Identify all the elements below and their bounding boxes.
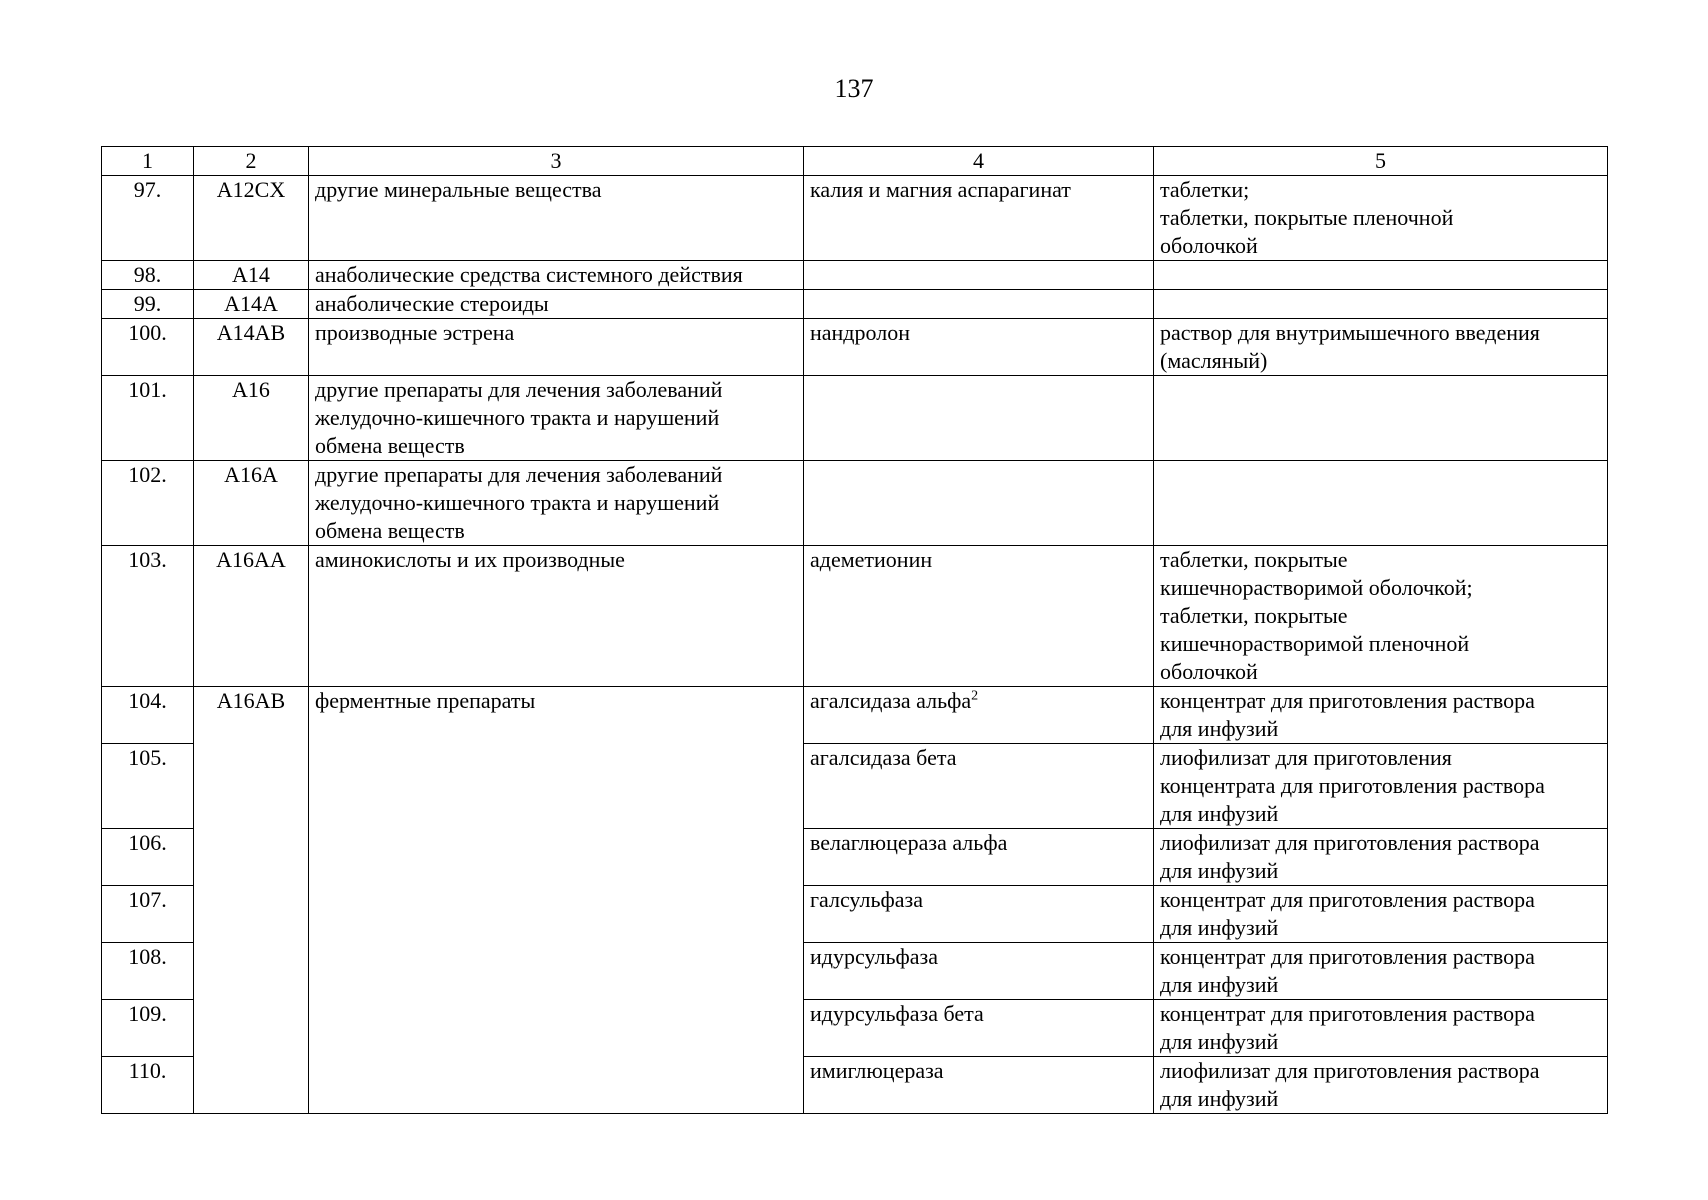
drug-name [804, 461, 1154, 546]
dosage-form-line: лиофилизат для приготовления [1160, 745, 1452, 770]
row-number: 108. [102, 943, 194, 1000]
dosage-forms [1154, 943, 1608, 1000]
medicines-table [101, 146, 1608, 1114]
atc-code: A16 [194, 376, 309, 461]
header-col-3: 3 [309, 147, 804, 176]
atc-group: ферментные препараты [309, 687, 804, 1114]
drug-name: адеметионин [804, 546, 1154, 687]
header-col-5: 5 [1154, 147, 1608, 176]
drug-name [804, 687, 1154, 744]
atc-code: A16AA [194, 546, 309, 687]
row-number: 97. [102, 176, 194, 261]
table-row [102, 261, 1608, 290]
atc-group-line: желудочно-кишечного тракта и нарушений [315, 405, 720, 430]
dosage-form-line: таблетки, покрытые пленочной [1160, 205, 1454, 230]
header-row [102, 147, 1608, 176]
atc-code: A16A [194, 461, 309, 546]
dosage-forms [1154, 319, 1608, 376]
row-number: 100. [102, 319, 194, 376]
dosage-forms [1154, 461, 1608, 546]
dosage-form-line: оболочкой [1160, 233, 1258, 258]
dosage-forms [1154, 290, 1608, 319]
table-row [102, 687, 1608, 744]
atc-group-line: другие препараты для лечения заболеваний [315, 377, 723, 402]
dosage-forms [1154, 1057, 1608, 1114]
row-number: 101. [102, 376, 194, 461]
dosage-forms [1154, 376, 1608, 461]
dosage-forms [1154, 261, 1608, 290]
dosage-form-line: таблетки; [1160, 177, 1250, 202]
atc-code: A14 [194, 261, 309, 290]
row-number: 103. [102, 546, 194, 687]
atc-group: производные эстрена [309, 319, 804, 376]
drug-name: идурсульфаза бета [804, 1000, 1154, 1057]
atc-group-line: обмена веществ [315, 518, 465, 543]
atc-group: другие минеральные вещества [309, 176, 804, 261]
drug-name [804, 376, 1154, 461]
dosage-forms [1154, 829, 1608, 886]
drug-name: имиглюцераза [804, 1057, 1154, 1114]
dosage-form-line: (масляный) [1160, 348, 1268, 373]
drug-name-text: агалсидаза альфа [810, 688, 972, 713]
header-col-1: 1 [102, 147, 194, 176]
dosage-form-line: концентрата для приготовления раствора [1160, 773, 1545, 798]
dosage-form-line: для инфузий [1160, 801, 1279, 826]
atc-code: A14A [194, 290, 309, 319]
row-number: 105. [102, 744, 194, 829]
atc-group: аминокислоты и их производные [309, 546, 804, 687]
dosage-forms [1154, 176, 1608, 261]
dosage-form-line: оболочкой [1160, 659, 1258, 684]
dosage-forms [1154, 687, 1608, 744]
atc-code: A16AB [194, 687, 309, 1114]
table-row [102, 376, 1608, 461]
atc-group: анаболические стероиды [309, 290, 804, 319]
dosage-form-line: кишечнорастворимой оболочкой; [1160, 575, 1473, 600]
row-number: 98. [102, 261, 194, 290]
table-row [102, 461, 1608, 546]
drug-name [804, 290, 1154, 319]
table-row [102, 290, 1608, 319]
drug-name: велаглюцераза альфа [804, 829, 1154, 886]
page-number: 137 [834, 74, 874, 103]
drug-name: калия и магния аспарагинат [804, 176, 1154, 261]
header-col-2: 2 [194, 147, 309, 176]
row-number: 104. [102, 687, 194, 744]
row-number: 99. [102, 290, 194, 319]
dosage-form-line: концентрат для приготовления раствора [1160, 1001, 1535, 1026]
atc-group-line: обмена веществ [315, 433, 465, 458]
dosage-forms [1154, 546, 1608, 687]
row-number: 107. [102, 886, 194, 943]
dosage-forms [1154, 1000, 1608, 1057]
drug-name: галсульфаза [804, 886, 1154, 943]
row-number: 102. [102, 461, 194, 546]
atc-group [309, 461, 804, 546]
dosage-form-line: раствор для внутримышечного введения [1160, 320, 1540, 345]
table-row [102, 546, 1608, 687]
dosage-form-line: для инфузий [1160, 1029, 1279, 1054]
row-number: 106. [102, 829, 194, 886]
dosage-form-line: концентрат для приготовления раствора [1160, 944, 1535, 969]
atc-group-line: желудочно-кишечного тракта и нарушений [315, 490, 720, 515]
atc-code: A14AB [194, 319, 309, 376]
dosage-form-line: лиофилизат для приготовления раствора [1160, 830, 1540, 855]
dosage-form-line: таблетки, покрытые [1160, 603, 1348, 628]
row-number: 109. [102, 1000, 194, 1057]
dosage-form-line: кишечнорастворимой пленочной [1160, 631, 1470, 656]
dosage-forms [1154, 744, 1608, 829]
dosage-form-line: концентрат для приготовления раствора [1160, 887, 1535, 912]
table-row [102, 176, 1608, 261]
table-row [102, 319, 1608, 376]
footnote-mark: 2 [971, 688, 979, 704]
dosage-form-line: для инфузий [1160, 915, 1279, 940]
row-number: 110. [102, 1057, 194, 1114]
drug-name [804, 261, 1154, 290]
dosage-form-line: лиофилизат для приготовления раствора [1160, 1058, 1540, 1083]
dosage-form-line: для инфузий [1160, 716, 1279, 741]
dosage-forms [1154, 886, 1608, 943]
dosage-form-line: таблетки, покрытые [1160, 547, 1348, 572]
dosage-form-line: для инфузий [1160, 858, 1279, 883]
dosage-form-line: для инфузий [1160, 1086, 1279, 1111]
drug-name: идурсульфаза [804, 943, 1154, 1000]
header-col-4: 4 [804, 147, 1154, 176]
atc-group: анаболические средства системного действия [309, 261, 804, 290]
atc-code: A12CX [194, 176, 309, 261]
atc-group-line: другие препараты для лечения заболеваний [315, 462, 723, 487]
atc-group [309, 376, 804, 461]
dosage-form-line: для инфузий [1160, 972, 1279, 997]
drug-name: нандролон [804, 319, 1154, 376]
dosage-form-line: концентрат для приготовления раствора [1160, 688, 1535, 713]
drug-name: агалсидаза бета [804, 744, 1154, 829]
